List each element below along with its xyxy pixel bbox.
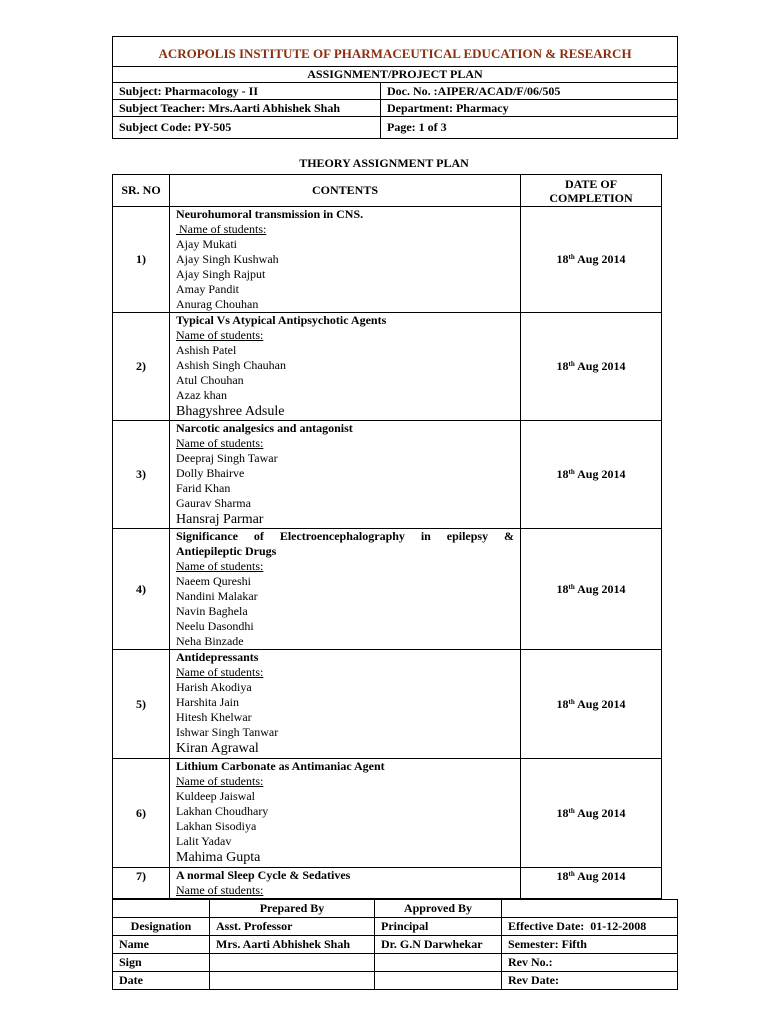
completion-date: 18th Aug 2014 [521,759,662,868]
student-name: Bhagyshree Adsule [176,404,285,419]
row-number: 3) [113,421,170,529]
row-number: 2) [113,313,170,421]
row-contents [170,421,521,529]
student-name: Deepraj Singh Tawar [176,451,278,465]
student-name: Lakhan Sisodiya [176,819,257,833]
col-header-contents: CONTENTS [170,175,521,207]
subject-code: Subject Code: PY-505 [113,117,381,139]
student-name: Farid Khan [176,481,231,495]
topic-title: Significance of Electroencephalography in epilepsy & Antiepileptic Drugs [176,529,514,558]
students-label: Name of students: [176,665,264,679]
student-name: Harish Akodiya [176,680,252,694]
row-number: 1) [113,207,170,313]
sign-approved [375,954,502,972]
row-contents [170,313,521,421]
student-name: Ashish Singh Chauhan [176,358,287,372]
table-row [113,529,662,650]
students-label: Name of students: [176,436,264,450]
student-name: Hitesh Khelwar [176,710,252,724]
topic-title: Neurohumoral transmission in CNS. [176,207,364,221]
prepared-by-header: Prepared By [210,900,375,918]
row-contents [170,868,521,899]
plan-title: ASSIGNMENT/PROJECT PLAN [113,67,678,83]
subject-teacher: Subject Teacher: Mrs.Aarti Abhishek Shah [113,100,381,117]
student-name: Neelu Dasondhi [176,619,254,633]
completion-date: 18th Aug 2014 [521,207,662,313]
topic-title: Narcotic analgesics and antagonist [176,421,353,435]
approval-footer-table [112,899,678,990]
completion-date: 18th Aug 2014 [521,421,662,529]
row-contents [170,759,521,868]
table-row [113,650,662,759]
row-number: 4) [113,529,170,650]
col-header-date-line1: DATE OF [564,176,618,191]
date-approved [375,972,502,990]
designation-approved: Principal [375,918,502,936]
topic-title: Typical Vs Atypical Antipsychotic Agents [176,313,387,327]
section-title: THEORY ASSIGNMENT PLAN [299,156,469,170]
institute-name: ACROPOLIS INSTITUTE OF PHARMACEUTICAL EDUCATION & RESEARCH [113,37,678,67]
students-label: Name of students: [176,559,264,573]
table-row [113,207,662,313]
document-header-table [112,36,678,139]
table-row [113,759,662,868]
designation-prepared: Asst. Professor [210,918,375,936]
table-row [113,421,662,529]
row-number: 7) [113,868,170,899]
students-label: Name of students: [176,774,264,788]
student-name: Ajay Singh Rajput [176,267,266,281]
row-contents [170,529,521,650]
topic-title: Antidepressants [176,650,259,664]
student-name: Ajay Mukati [176,237,237,251]
student-name: Dolly Bhairve [176,466,245,480]
sign-prepared [210,954,375,972]
col-header-date [521,175,662,207]
name-prepared: Mrs. Aarti Abhishek Shah [210,936,375,954]
date-prepared [210,972,375,990]
row-contents [170,207,521,313]
page-number: Page: 1 of 3 [381,117,678,139]
subject: Subject: Pharmacology - II [113,83,381,100]
student-name: Ashish Patel [176,343,237,357]
effective-date: Effective Date: 01-12-2008 [502,918,678,936]
student-name: Lalit Yadav [176,834,232,848]
row-contents [170,650,521,759]
student-name: Atul Chouhan [176,373,244,387]
students-label: Name of students: [176,883,264,897]
completion-date: 18th Aug 2014 [521,313,662,421]
student-name: Kuldeep Jaiswal [176,789,255,803]
rev-no: Rev No.: [502,954,678,972]
completion-date: 18th Aug 2014 [521,868,662,899]
department: Department: Pharmacy [381,100,678,117]
row-number: 6) [113,759,170,868]
topic-title: Lithium Carbonate as Antimaniac Agent [176,759,385,773]
doc-number: Doc. No. :AIPER/ACAD/F/06/505 [381,83,678,100]
date-label: Date [113,972,210,990]
student-name: Mahima Gupta [176,850,261,865]
completion-date: 18th Aug 2014 [521,529,662,650]
students-label: Name of students: [176,222,267,236]
table-row [113,868,662,899]
student-name: Naeem Qureshi [176,574,251,588]
table-row [113,313,662,421]
assignment-table [112,174,662,899]
student-name: Azaz khan [176,388,227,402]
student-name: Anurag Chouhan [176,297,259,311]
col-header-sr-no: SR. NO [113,175,170,207]
completion-date: 18th Aug 2014 [521,650,662,759]
student-name: Hansraj Parmar [176,512,264,527]
sign-label: Sign [113,954,210,972]
name-label: Name [113,936,210,954]
student-name: Navin Baghela [176,604,248,618]
student-name: Ajay Singh Kushwah [176,252,279,266]
student-name: Harshita Jain [176,695,239,709]
student-name: Neha Binzade [176,634,244,648]
student-name: Lakhan Choudhary [176,804,269,818]
name-approved: Dr. G.N Darwhekar [375,936,502,954]
student-name: Nandini Malakar [176,589,258,603]
semester: Semester: Fifth [502,936,678,954]
student-name: Amay Pandit [176,282,239,296]
student-name: Gaurav Sharma [176,496,251,510]
student-name: Kiran Agrawal [176,741,259,756]
student-name: Ishwar Singh Tanwar [176,725,279,739]
rev-date: Rev Date: [502,972,678,990]
topic-title: A normal Sleep Cycle & Sedatives [176,868,351,882]
designation-label: Designation [113,918,210,936]
students-label: Name of students: [176,328,264,342]
approved-by-header: Approved By [375,900,502,918]
col-header-date-line2: COMPLETION [549,190,633,205]
row-number: 5) [113,650,170,759]
